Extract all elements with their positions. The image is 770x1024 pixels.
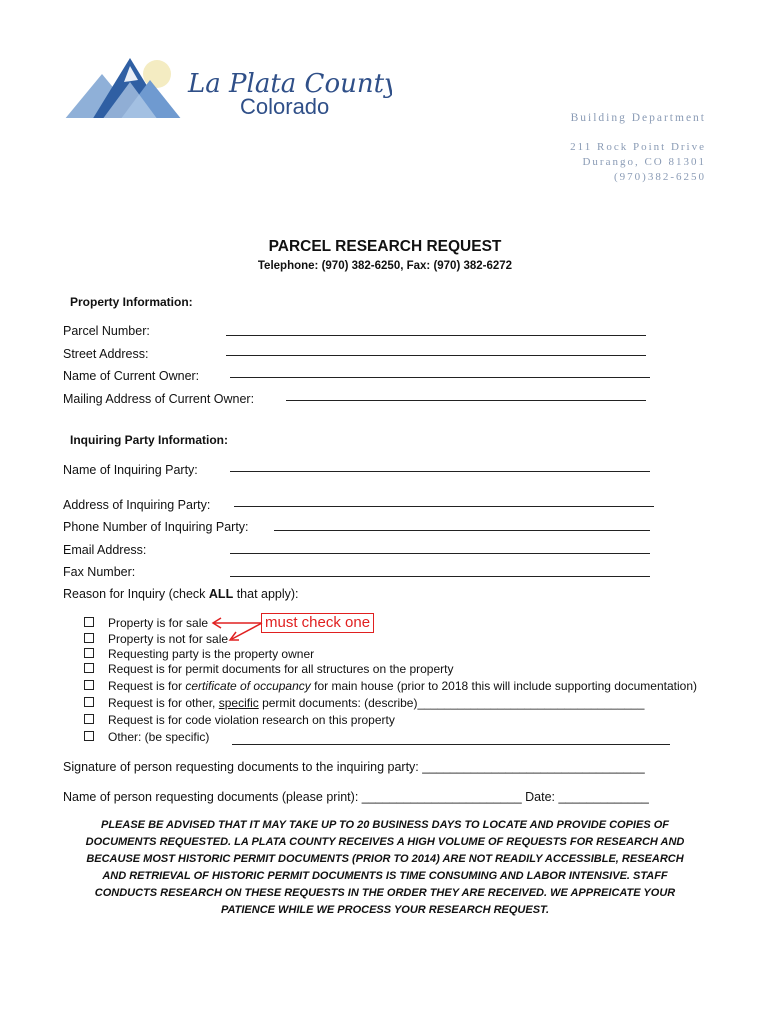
arrow-icon xyxy=(208,614,264,644)
section-heading-property: Property Information: xyxy=(70,295,193,309)
signature-line[interactable]: Signature of person requesting documents to the inquiring party: ________________________________ xyxy=(63,760,645,774)
checkbox-not-for-sale[interactable] xyxy=(84,633,94,643)
checkbox-all-structures[interactable] xyxy=(84,663,94,673)
disclaimer xyxy=(60,817,710,919)
option-label: Property is not for sale xyxy=(108,632,229,646)
disclaimer-line: PATIENCE WHILE WE PROCESS YOUR RESEARCH REQUEST. xyxy=(221,904,549,916)
section-heading-inquiring: Inquiring Party Information: xyxy=(70,433,228,447)
field-label: Street Address: xyxy=(63,347,149,361)
mailing-address-field[interactable] xyxy=(286,400,646,401)
option-label: Other: (be specific) xyxy=(108,730,210,744)
parcel-number-field[interactable] xyxy=(226,335,646,336)
field-label: Mailing Address of Current Owner: xyxy=(63,392,255,406)
checkbox-certificate[interactable] xyxy=(84,680,94,690)
reason-label: Reason for Inquiry (check ALL that apply): xyxy=(63,587,299,601)
inquiring-name-field[interactable] xyxy=(230,471,650,472)
disclaimer-line: DOCUMENTS REQUESTED. LA PLATA COUNTY RECEIVES A HIGH VOLUME OF REQUESTS FOR RESEARCH AND xyxy=(85,836,685,848)
option-label: Property is for sale xyxy=(108,616,209,630)
field-label: Fax Number: xyxy=(63,565,136,579)
checkbox-owner[interactable] xyxy=(84,648,94,658)
option-label: Request is for permit documents for all structures on the property xyxy=(108,662,454,676)
page-title: PARCEL RESEARCH REQUEST xyxy=(268,238,502,255)
email-field[interactable] xyxy=(230,553,650,554)
inquiring-address-field[interactable] xyxy=(234,506,654,507)
department-name: Building Department xyxy=(570,112,706,124)
address-line: Durango, CO 81301 xyxy=(582,156,706,168)
other-specify-field[interactable] xyxy=(232,744,670,745)
disclaimer-line: BECAUSE MOST HISTORIC PERMIT DOCUMENTS (PRIOR TO 2014) ARE NOT READILY ACCESSIBLE, RESEARCH xyxy=(86,853,684,865)
street-address-field[interactable] xyxy=(226,355,646,356)
inquiring-phone-field[interactable] xyxy=(274,530,650,531)
logo-county-text: La Plata County xyxy=(188,69,392,99)
current-owner-field[interactable] xyxy=(230,377,650,378)
disclaimer-line: PLEASE BE ADVISED THAT IT MAY TAKE UP TO 20 BUSINESS DAYS TO LOCATE AND PROVIDE COPIES OF xyxy=(101,819,669,831)
field-label: Name of Inquiring Party: xyxy=(63,463,198,477)
checkbox-for-sale[interactable] xyxy=(84,617,94,627)
field-label: Name of Current Owner: xyxy=(63,369,200,383)
must-check-note: must check one xyxy=(261,613,374,633)
option-label: Request is for other, specific permit documents: (describe)__________________________________ xyxy=(108,696,645,710)
fax-field[interactable] xyxy=(230,576,650,577)
mountain-logo-icon xyxy=(62,52,392,132)
address-line: (970)382-6250 xyxy=(614,171,706,183)
field-label: Phone Number of Inquiring Party: xyxy=(63,520,249,534)
option-label: Requesting party is the property owner xyxy=(108,647,315,661)
disclaimer-line: AND RETRIEVAL OF HISTORIC PERMIT DOCUMENTS IS TIME CONSUMING AND LABOR INTENSIVE. STAFF xyxy=(102,870,668,882)
checkbox-other[interactable] xyxy=(84,731,94,741)
checkbox-specific[interactable] xyxy=(84,697,94,707)
option-label: Request is for code violation research on this property xyxy=(108,713,395,727)
name-date-line[interactable]: Name of person requesting documents (please print): _______________________ Date: _____________ xyxy=(63,790,649,804)
address-line: 211 Rock Point Drive xyxy=(570,141,706,153)
checkbox-code-violation[interactable] xyxy=(84,714,94,724)
disclaimer-line: CONDUCTS RESEARCH ON THESE REQUESTS IN THE ORDER THEY ARE RECEIVED. WE APPREICATE YOUR xyxy=(94,887,676,899)
contact-subtitle: Telephone: (970) 382-6250, Fax: (970) 382-6272 xyxy=(257,260,513,272)
field-label: Email Address: xyxy=(63,543,147,557)
field-label: Parcel Number: xyxy=(63,324,150,338)
field-label: Address of Inquiring Party: xyxy=(63,498,211,512)
option-label: Request is for certificate of occupancy for main house (prior to 2018 this will include supporting documentation) xyxy=(108,679,697,693)
logo-state-text: Colorado xyxy=(240,94,330,119)
county-logo xyxy=(62,52,392,132)
